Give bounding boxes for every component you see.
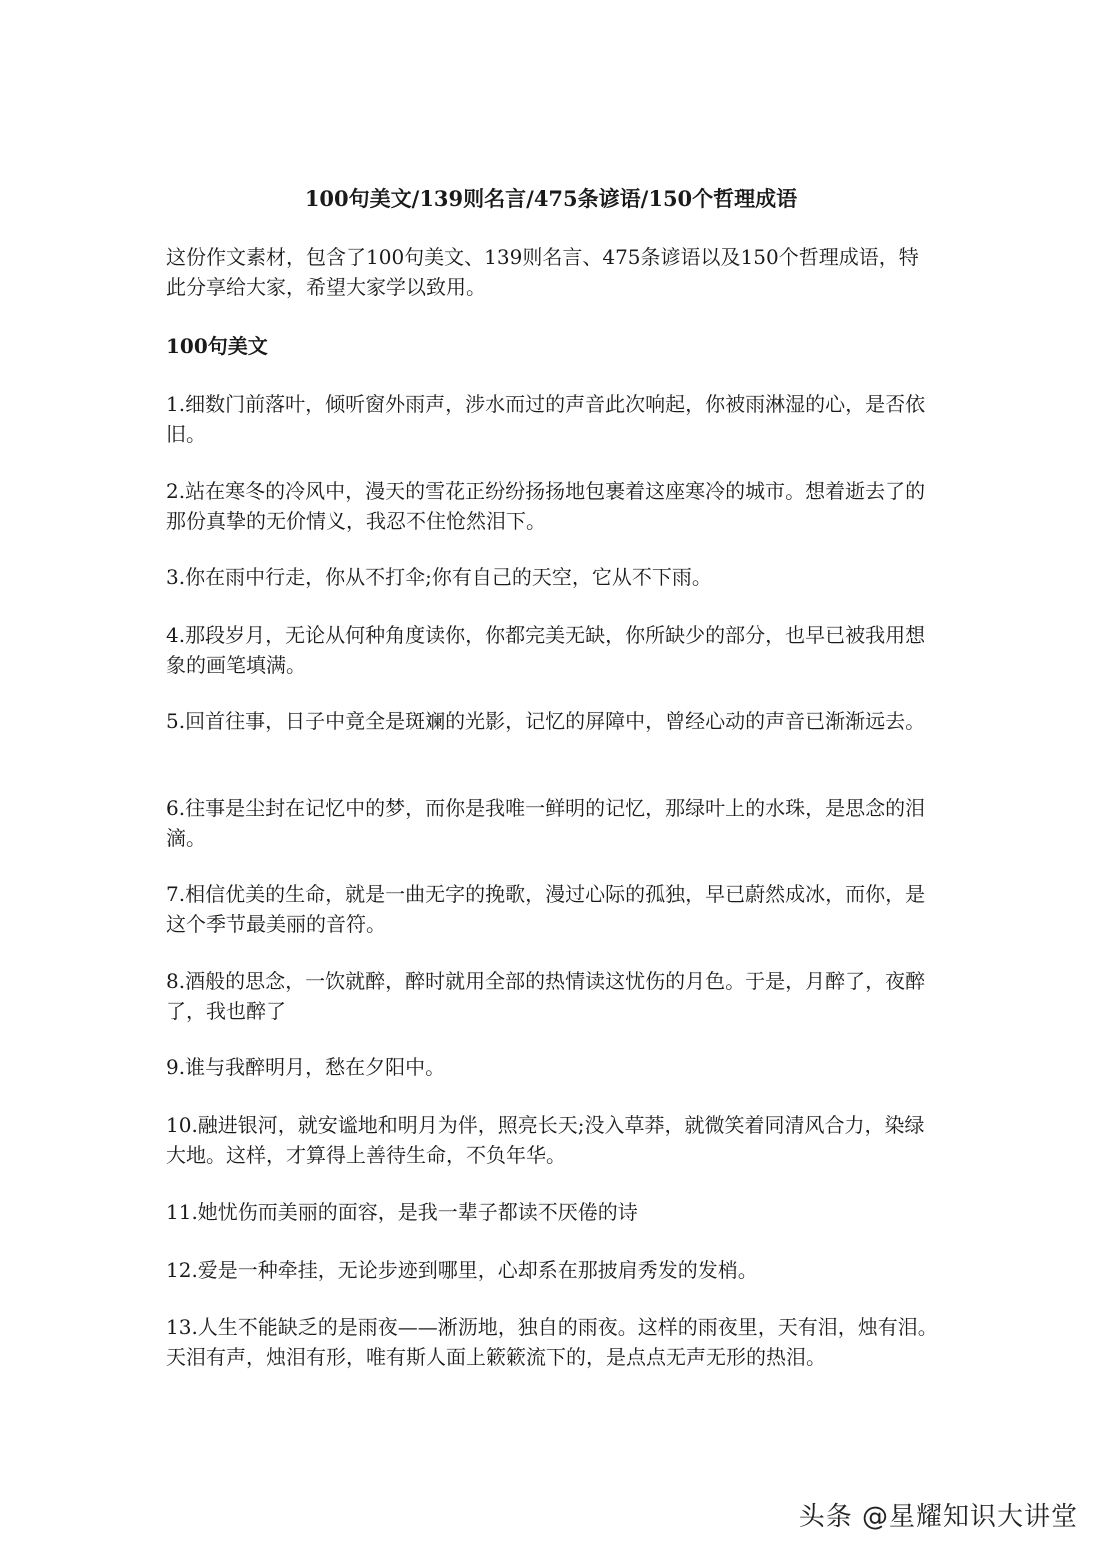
list-item: 10.融进银河，就安谧地和明月为伴，照亮长天;没入草莽，就微笑着同清风合力，染绿大地。这样，才算得上善待生命，不负年华。 bbox=[166, 1113, 925, 1167]
list-item: 9.谁与我醉明月，愁在夕阳中。 bbox=[166, 1055, 446, 1079]
list-item: 1.细数门前落叶，倾听窗外雨声，涉水而过的声音此次响起，你被雨淋湿的心，是否依旧。 bbox=[166, 392, 926, 446]
list-item: 5.回首往事，日子中竟全是斑斓的光影，记忆的屏障中，曾经心动的声音已渐渐远去。 bbox=[166, 709, 926, 733]
list-item: 8.酒般的思念，一饮就醉，醉时就用全部的热情读这忧伤的月色。于是，月醉了，夜醉了，我也醉了 bbox=[166, 969, 926, 1023]
list-item: 13.人生不能缺乏的是雨夜——淅沥地，独自的雨夜。这样的雨夜里，天有泪，烛有泪。天泪有声，烛泪有形，唯有斯人面上簌簌流下的，是点点无声无形的热泪。 bbox=[166, 1315, 938, 1369]
list-item: 11.她忧伤而美丽的面容，是我一辈子都读不厌倦的诗 bbox=[166, 1200, 638, 1224]
list-item: 7.相信优美的生命，就是一曲无字的挽歌，漫过心际的孤独，早已蔚然成冰，而你，是这个季节最美丽的音符。 bbox=[166, 882, 926, 936]
list-item: 2.站在寒冬的冷风中，漫天的雪花正纷纷扬扬地包裹着这座寒冷的城市。想着逝去了的那份真挚的无价情义，我忍不住怆然泪下。 bbox=[166, 479, 926, 533]
list-item: 3.你在雨中行走，你从不打伞;你有自己的天空，它从不下雨。 bbox=[166, 565, 712, 589]
document-title: 100句美文/139则名言/475条谚语/150个哲理成语 bbox=[304, 186, 798, 211]
list-item: 6.往事是尘封在记忆中的梦，而你是我唯一鲜明的记忆，那绿叶上的水珠，是思念的泪滴。 bbox=[166, 796, 926, 850]
watermark: 头条 @星耀知识大讲堂 bbox=[798, 1502, 1078, 1532]
intro-paragraph: 这份作文素材，包含了100句美文、139则名言、475条谚语以及150个哲理成语，特此分享给大家，希望大家学以致用。 bbox=[166, 245, 919, 299]
section-heading: 100句美文 bbox=[166, 334, 268, 358]
list-item: 4.那段岁月，无论从何种角度读你，你都完美无缺，你所缺少的部分，也早已被我用想象的画笔填满。 bbox=[166, 623, 926, 677]
list-item: 12.爱是一种牵挂，无论步迹到哪里，心却系在那披肩秀发的发梢。 bbox=[166, 1258, 758, 1282]
